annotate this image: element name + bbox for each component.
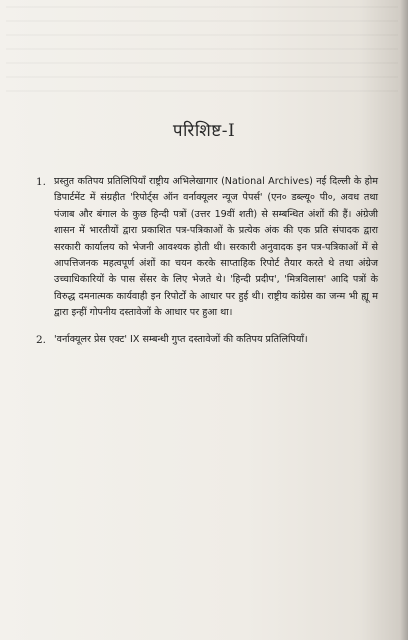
item-text: प्रस्तुत कतिपय प्रतिलिपियाँ राष्ट्रीय अभिलेखागार (National Archives) नई दिल्ली के होम डिपार्टमेंट में संग्रहीत 'रिपोर्ट्स ऑन वर्नाक्यूलर न्यूज पेपर्स' (एन० डब्ल्यू० पी०, अवध तथा पंजाब और बंगाल के कुछ हिन्दी पत्रों (उत्तर 19वीं शती) से सम्बन्धित अंशों की हैं। अंग्रेजी शासन में भारतीयों द्वारा प्रकाशित पत्र-पत्रिकाओं के प्रत्येक अंक की एक प्रति संपादक द्वारा सरकारी कार्यालय को भेजनी आवश्यक होती थी। सरकारी अनुवादक इन पत्र-पत्रिकाओं में से आपत्तिजनक महत्वपूर्ण अंशों का चयन करके साप्ताहिक रिपोर्ट तैयार करते थे तथा अंग्रेज उच्चाधिकारियों के पास सेंसर के लिए भेजते थे। 'हिन्दी प्रदीप', 'मित्रविलास' आदि पत्रों के विरुद्ध दमनात्मक कार्यवाही इन रिपोर्टों के आधार पर हुई थी। राष्ट्रीय कांग्रेस का जन्म भी ह्यू म द्वारा इन्हीं गोपनीय दस्तावेजों के आधार पर हुआ था। <box>54 176 378 319</box>
appendix-list <box>36 174 378 348</box>
show-through-text <box>6 6 398 96</box>
page-edge-shadow <box>400 0 408 640</box>
appendix-heading: परिशिष्ट-I <box>172 121 236 141</box>
item-number: 1. <box>36 176 47 188</box>
list-item <box>36 174 378 322</box>
item-number: 2. <box>36 333 47 346</box>
item-text: 'वर्नाक्यूलर प्रेस एक्ट' IX सम्बन्धी गुप्त दस्तावेजों की कतिपय प्रतिलिपियाँ। <box>54 333 308 345</box>
list-item <box>36 332 378 348</box>
